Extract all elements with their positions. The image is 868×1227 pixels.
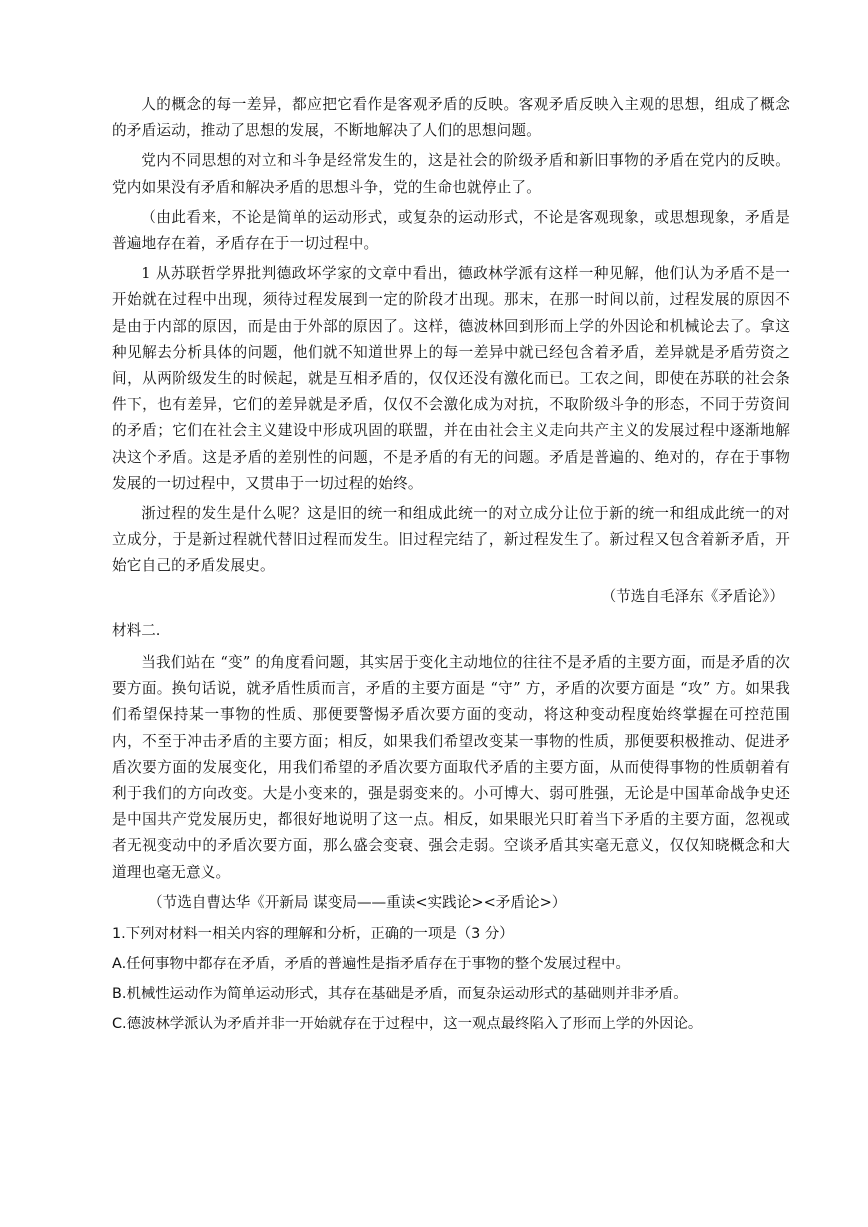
- material-one-paragraph-5: 浙过程的发生是什么呢？这是旧的统一和组成此统一的对立成分让位于新的统一和组成此统一的对立成分，于是新过程就代替旧过程而发生。旧过程完结了，新过程发生了。新过程又包含着新矛盾，开始它自己的矛盾发展史。: [112, 505, 790, 575]
- material-one-paragraph-4: 1 从苏联哲学界批判德政坏学家的文章中看出，德政林学派有这样一种见解，他们认为矛盾不是一开始就在过程中出现，须待过程发展到一定的阶段才出现。那末，在那一时间以前，过程发展的原因不是由于内部的原因，而是由于外部的原因了。这样，德波林回到形而上学的外因论和机械论去了。拿这种见解去分析具体的问题，他们就不知道世界上的每一差异中就已经包含着矛盾，差异就是矛盾劳资之间，从两阶级发生的时候起，就是互相矛盾的，仅仅还没有激化而已。工农之间，即使在苏联的社会条件下，也有差异，它们的差异就是矛盾，仅仅不会激化成为对抗，不取阶级斗争的形态，不同于劳资间的矛盾；它们在社会主义建设中形成巩固的联盟，并在由社会主义走向共产主义的发展过程中逐渐地解决这个矛盾。这是矛盾的差别性的问题，不是矛盾的有无的问题。矛盾是普遍的、绝对的，存在于事物发展的一切过程中，又贯串于一切过程的始终。: [112, 265, 790, 492]
- question-stem: 1.下列对材料一相关内容的理解和分析，正确的一项是（3 分）: [112, 926, 514, 943]
- material-one-paragraph-1: 人的概念的每一差异，都应把它看作是客观矛盾的反映。客观矛盾反映入主观的思想，组成了概念的矛盾运动，推动了思想的发展，不断地解决了人们的思想问题。: [112, 96, 790, 140]
- material-two-label: 材料二.: [112, 621, 161, 639]
- option-a: A.任何事物中都存在矛盾，矛盾的普遍性是指矛盾存在于事物的整个发展过程中。: [112, 956, 630, 973]
- material-one-paragraph-2: 党内不同思想的对立和斗争是经常发生的，这是社会的阶级矛盾和新旧事物的矛盾在党内的反映。党内如果没有矛盾和解决矛盾的思想斗争，党的生命也就停止了。: [112, 152, 790, 196]
- option-b: B.机械性运动作为简单运动形式，其存在基础是矛盾，而复杂运动形式的基础则并非矛盾。: [112, 986, 688, 1003]
- material-two-source: （节选自曹达华《开新局 谋变局——重读<实践论><矛盾论>）: [148, 893, 567, 911]
- material-two-paragraph: 当我们站在 “变” 的角度看问题，其实居于变化主动地位的往往不是矛盾的主要方面，而是矛盾的次要方面。换句话说，就矛盾性质而言，矛盾的主要方面是 “守” 方，矛盾的次要方面是 “攻” 方。如果我们希望保持某一事物的性质、那便要警惕矛盾次要方面的变动，将这种变动程度始终掌握在可控范围内，不至于冲击矛盾的主要方面；相反，如果我们希望改变某一事物的性质，那便要积极推动、促进矛盾次要方面的发展变化，用我们希望的矛盾次要方面取代矛盾的主要方面，从而使得事物的性质朝着有利于我们的方向改变。大是小变来的，强是弱变来的。小可博大、弱可胜强，无论是中国革命战争史还是中国共产党发展历史，都很好地说明了这一点。相反，如果眼光只盯着当下矛盾的主要方面，忽视或者无视变动中的矛盾次要方面，那么盛会变衰、强会走弱。空谈矛盾其实毫无意义，仅仅知晓概念和大道理也毫无意义。: [112, 654, 790, 881]
- material-one-paragraph-3: （由此看来，不论是简单的运动形式，或复杂的运动形式，不论是客观现象，或思想现象，矛盾是普遍地存在着，矛盾存在于一切过程中。: [112, 208, 790, 253]
- option-c: C.德波林学派认为矛盾并非一开始就存在于过程中，这一观点最终陷入了形而上学的外因论。: [112, 1016, 703, 1033]
- material-one-source: （节选自毛泽东《矛盾论》）: [601, 587, 784, 605]
